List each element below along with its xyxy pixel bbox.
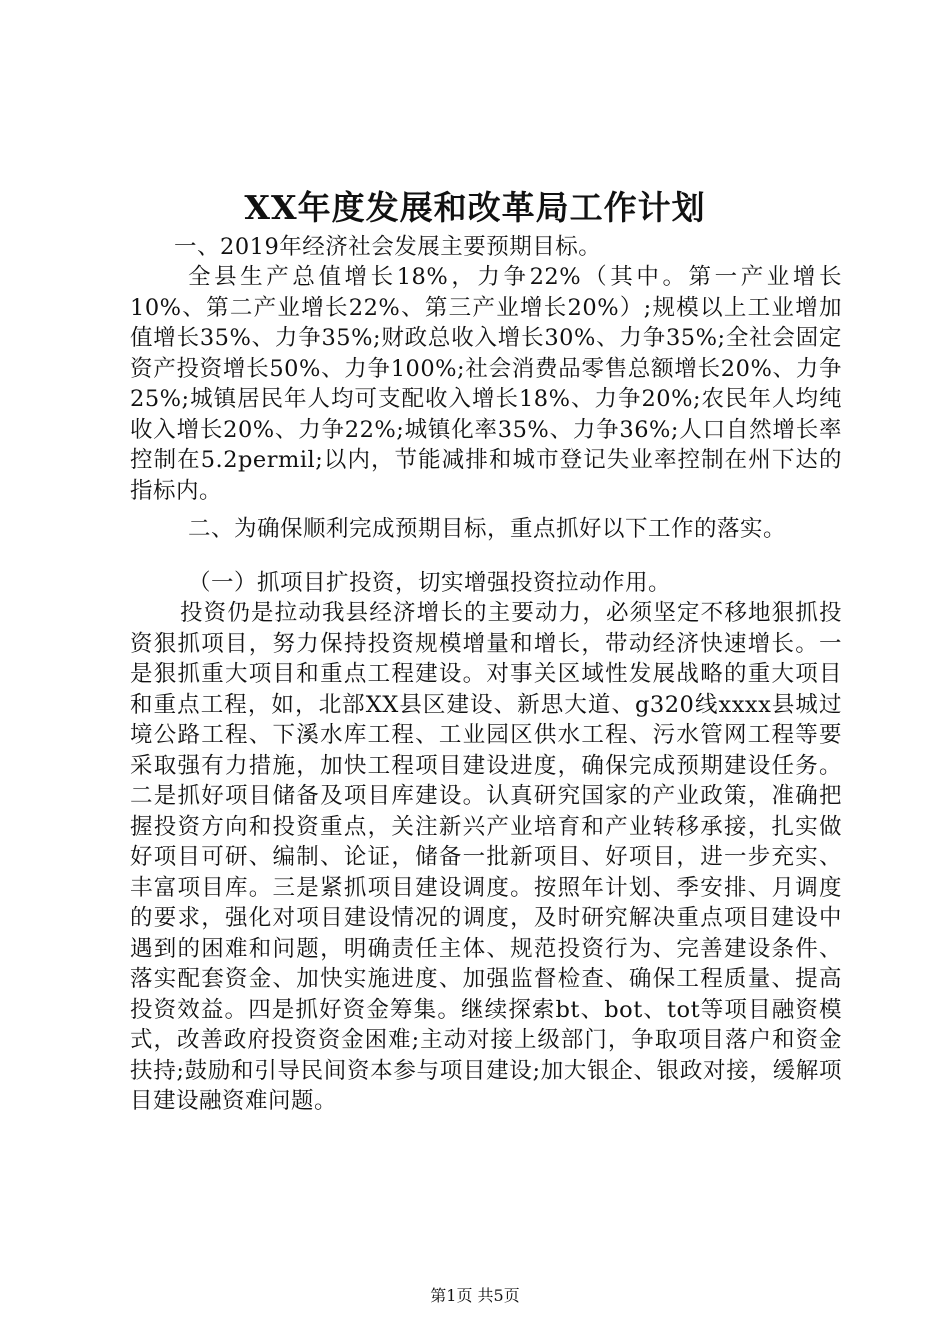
paragraph: 一、2019年经济社会发展主要预期目标。	[174, 234, 602, 260]
paragraph: （一）抓项目扩投资，切实增强投资拉动作用。	[188, 570, 672, 596]
paragraph: 全县生产总值增长18%，力争22%（其中。第一产业增长10%、第二产业增长22%、第三产业增长20%）;规模以上工业增加值增长35%、力争35%;财政总收入增长30%、力争35%;全社会固定资产投资增长50%、力争100%;社会消费品零售总额增长20%、力争25%;城镇居民年人均可支配收入增长18%、力争20%;农民年人均纯收入增长20%、力争22%;城镇化率35%、力争36%;人口自然增长率控制在5.2permil;以内，节能减排和城市登记失业率控制在州下达的指标内。	[130, 264, 842, 504]
paragraph: 二、为确保顺利完成预期目标，重点抓好以下工作的落实。	[188, 516, 787, 542]
paragraph: 投资仍是拉动我县经济增长的主要动力，必须坚定不移地狠抓投资狠抓项目，努力保持投资规模增量和增长，带动经济快速增长。一是狠抓重大项目和重点工程建设。对事关区域性发展战略的重大项目和重点工程，如，北部XX县区建设、新思大道、g320线xxxx县城过境公路工程、下溪水库工程、工业园区供水工程、污水管网工程等要采取强有力措施，加快工程项目建设进度，确保完成预期建设任务。二是抓好项目储备及项目库建设。认真研究国家的产业政策，准确把握投资方向和投资重点，关注新兴产业培育和产业转移承接，扎实做好项目可研、编制、论证，储备一批新项目、好项目，进一步充实、丰富项目库。三是紧抓项目建设调度。按照年计划、季安排、月调度的要求，强化对项目建设情况的调度，及时研究解决重点项目建设中遇到的困难和问题，明确责任主体、规范投资行为、完善建设条件、落实配套资金、加快实施进度、加强监督检查、确保工程质量、提高投资效益。四是抓好资金筹集。继续探索bt、bot、tot等项目融资模式，改善政府投资资金困难;主动对接上级部门，争取项目落户和资金扶持;鼓励和引导民间资本参与项目建设;加大银企、银政对接，缓解项目建设融资难问题。	[130, 600, 842, 1114]
subsection-heading-1	[130, 568, 842, 599]
targets-paragraph	[130, 262, 842, 506]
section-heading-1	[130, 232, 842, 263]
investment-paragraph	[130, 598, 842, 1117]
document-title: XX年度发展和改革局工作计划	[244, 188, 706, 227]
page-footer: 第1页 共5页	[430, 1286, 520, 1305]
section-heading-2	[130, 514, 842, 545]
